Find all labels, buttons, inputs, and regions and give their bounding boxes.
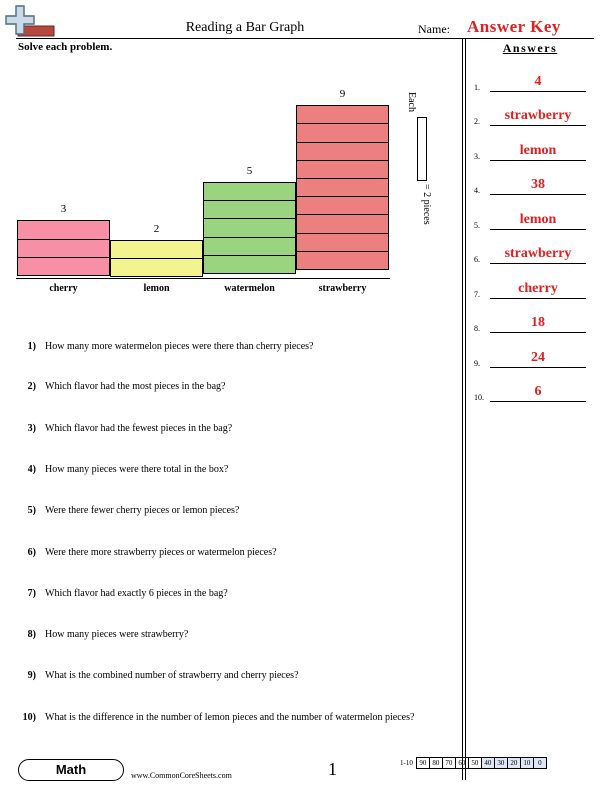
bar-segment [203,200,296,219]
question-item [18,505,458,533]
score-cell: 30 [494,757,508,769]
bar-lemon [110,240,203,277]
answer-value: lemon [519,212,557,227]
score-cell: 20 [507,757,521,769]
question-item [18,341,458,369]
bar-segment [296,196,389,215]
page-number: 1 [328,759,337,779]
bar-segment [296,123,389,142]
chart-baseline [16,278,390,279]
question-number: 2) [27,381,36,392]
answer-value: 38 [531,177,545,192]
bar-strawberry [296,105,389,270]
question-number: 9) [27,670,36,681]
bar-segment [17,257,110,276]
answer-line [490,91,586,92]
answer-line [490,401,586,402]
answer-row [474,175,586,195]
question-text: What is the difference in the number of lemon pieces and the number of watermelon pieces? [45,712,415,723]
answer-value: 4 [534,74,542,89]
question-number: 7) [27,588,36,599]
question-item [18,423,458,451]
page-title: Reading a Bar Graph [185,20,305,35]
answer-row [474,244,586,264]
answer-line [490,125,586,126]
answer-number: 8. [474,324,480,333]
question-text: What is the combined number of strawberry and cherry pieces? [45,670,299,681]
answer-row [474,348,586,368]
question-text: Were there more strawberry pieces or watermelon pieces? [45,547,277,558]
bar-segment [296,214,389,233]
bar-segment [296,178,389,197]
answer-value: 24 [531,350,545,365]
bar-segment [296,233,389,252]
question-text: Which flavor had the fewest pieces in the bag? [45,423,233,434]
bar-value-label: 2 [153,222,160,235]
bar-value-label: 5 [246,165,253,177]
question-number: 10) [22,712,36,723]
question-text: How many pieces were strawberry? [45,629,189,640]
score-table [400,757,547,769]
bar-segment [110,240,203,259]
answer-row [474,141,586,161]
question-text: How many more watermelon pieces were there than cherry pieces? [45,341,314,352]
key-each-label: Each [406,92,417,112]
answer-line [490,229,586,230]
answer-row [474,106,586,126]
question-number: 3) [27,423,36,434]
bar-segment [296,142,389,161]
name-label: Name: [418,22,450,36]
category-label: watermelon [224,283,275,294]
score-cell: 40 [481,757,495,769]
bar-segment [296,160,389,179]
answer-key-label: Answer Key [467,17,561,36]
bar-watermelon [203,182,296,274]
answer-number: 9. [474,359,480,368]
key-pieces-label: = 2 pieces [421,184,432,225]
question-item [18,588,458,616]
bar-segment [203,182,296,201]
instructions: Solve each problem. [18,41,113,53]
question-number: 5) [27,505,36,516]
bar-value-label: 3 [60,203,67,216]
answer-line [490,263,586,264]
answer-line [490,298,586,299]
bar-segment [203,255,296,274]
bar-segment [296,105,389,124]
answer-number: 10. [474,393,484,402]
answer-number: 2. [474,117,480,126]
answer-line [490,194,586,195]
answer-row [474,72,586,92]
answer-value: cherry [518,281,558,296]
score-cell: 70 [442,757,456,769]
answer-line [490,367,586,368]
answer-value: 6 [534,384,542,399]
answer-row [474,382,586,402]
answer-row [474,210,586,230]
bar-value-label: 9 [339,88,346,101]
question-number: 4) [27,464,36,475]
question-text: Which flavor had exactly 6 pieces in the bag? [45,588,228,599]
bar-segment [203,218,296,237]
bar-cherry [17,220,110,276]
answer-value: strawberry [504,108,572,123]
question-text: How many pieces were there total in the box? [45,464,229,475]
answer-row [474,313,586,333]
score-cell: 0 [533,757,547,769]
question-text: Were there fewer cherry pieces or lemon pieces? [45,505,240,516]
bar-segment [296,251,389,270]
score-range: 1-10 [400,759,413,767]
category-label: strawberry [318,283,367,294]
answer-value: lemon [519,143,557,158]
score-cell: 60 [455,757,469,769]
question-item [18,381,458,409]
site-url: www.CommonCoreSheets.com [131,771,232,780]
answer-value: strawberry [504,246,572,261]
category-label: lemon [143,283,170,294]
category-label: cherry [49,283,78,294]
question-number: 6) [27,547,36,558]
answer-row [474,279,586,299]
column-divider [465,38,466,780]
question-item [18,629,458,657]
question-number: 1) [27,341,36,352]
answer-number: 4. [474,186,480,195]
answer-line [490,160,586,161]
score-cell: 10 [520,757,534,769]
header-divider [16,38,594,39]
question-item [18,547,458,575]
key-unit-box [417,117,427,181]
score-cell: 80 [429,757,443,769]
bar-segment [17,239,110,258]
answers-heading: Answers [502,41,558,55]
answer-value: 18 [531,315,545,330]
question-text: Which flavor had the most pieces in the bag? [45,381,226,392]
bar-segment [203,237,296,256]
question-number: 8) [27,629,36,640]
answer-number: 5. [474,221,480,230]
bar-segment [110,258,203,277]
answer-number: 7. [474,290,480,299]
bar-segment [17,220,110,239]
column-divider [462,38,463,780]
question-item [18,670,458,698]
answer-line [490,332,586,333]
question-item [18,464,458,492]
math-badge: Math [18,759,124,781]
score-cell: 90 [416,757,430,769]
score-cell: 50 [468,757,482,769]
question-item [18,712,458,740]
answer-number: 6. [474,255,480,264]
answer-number: 3. [474,152,480,161]
answer-number: 1. [474,83,480,92]
